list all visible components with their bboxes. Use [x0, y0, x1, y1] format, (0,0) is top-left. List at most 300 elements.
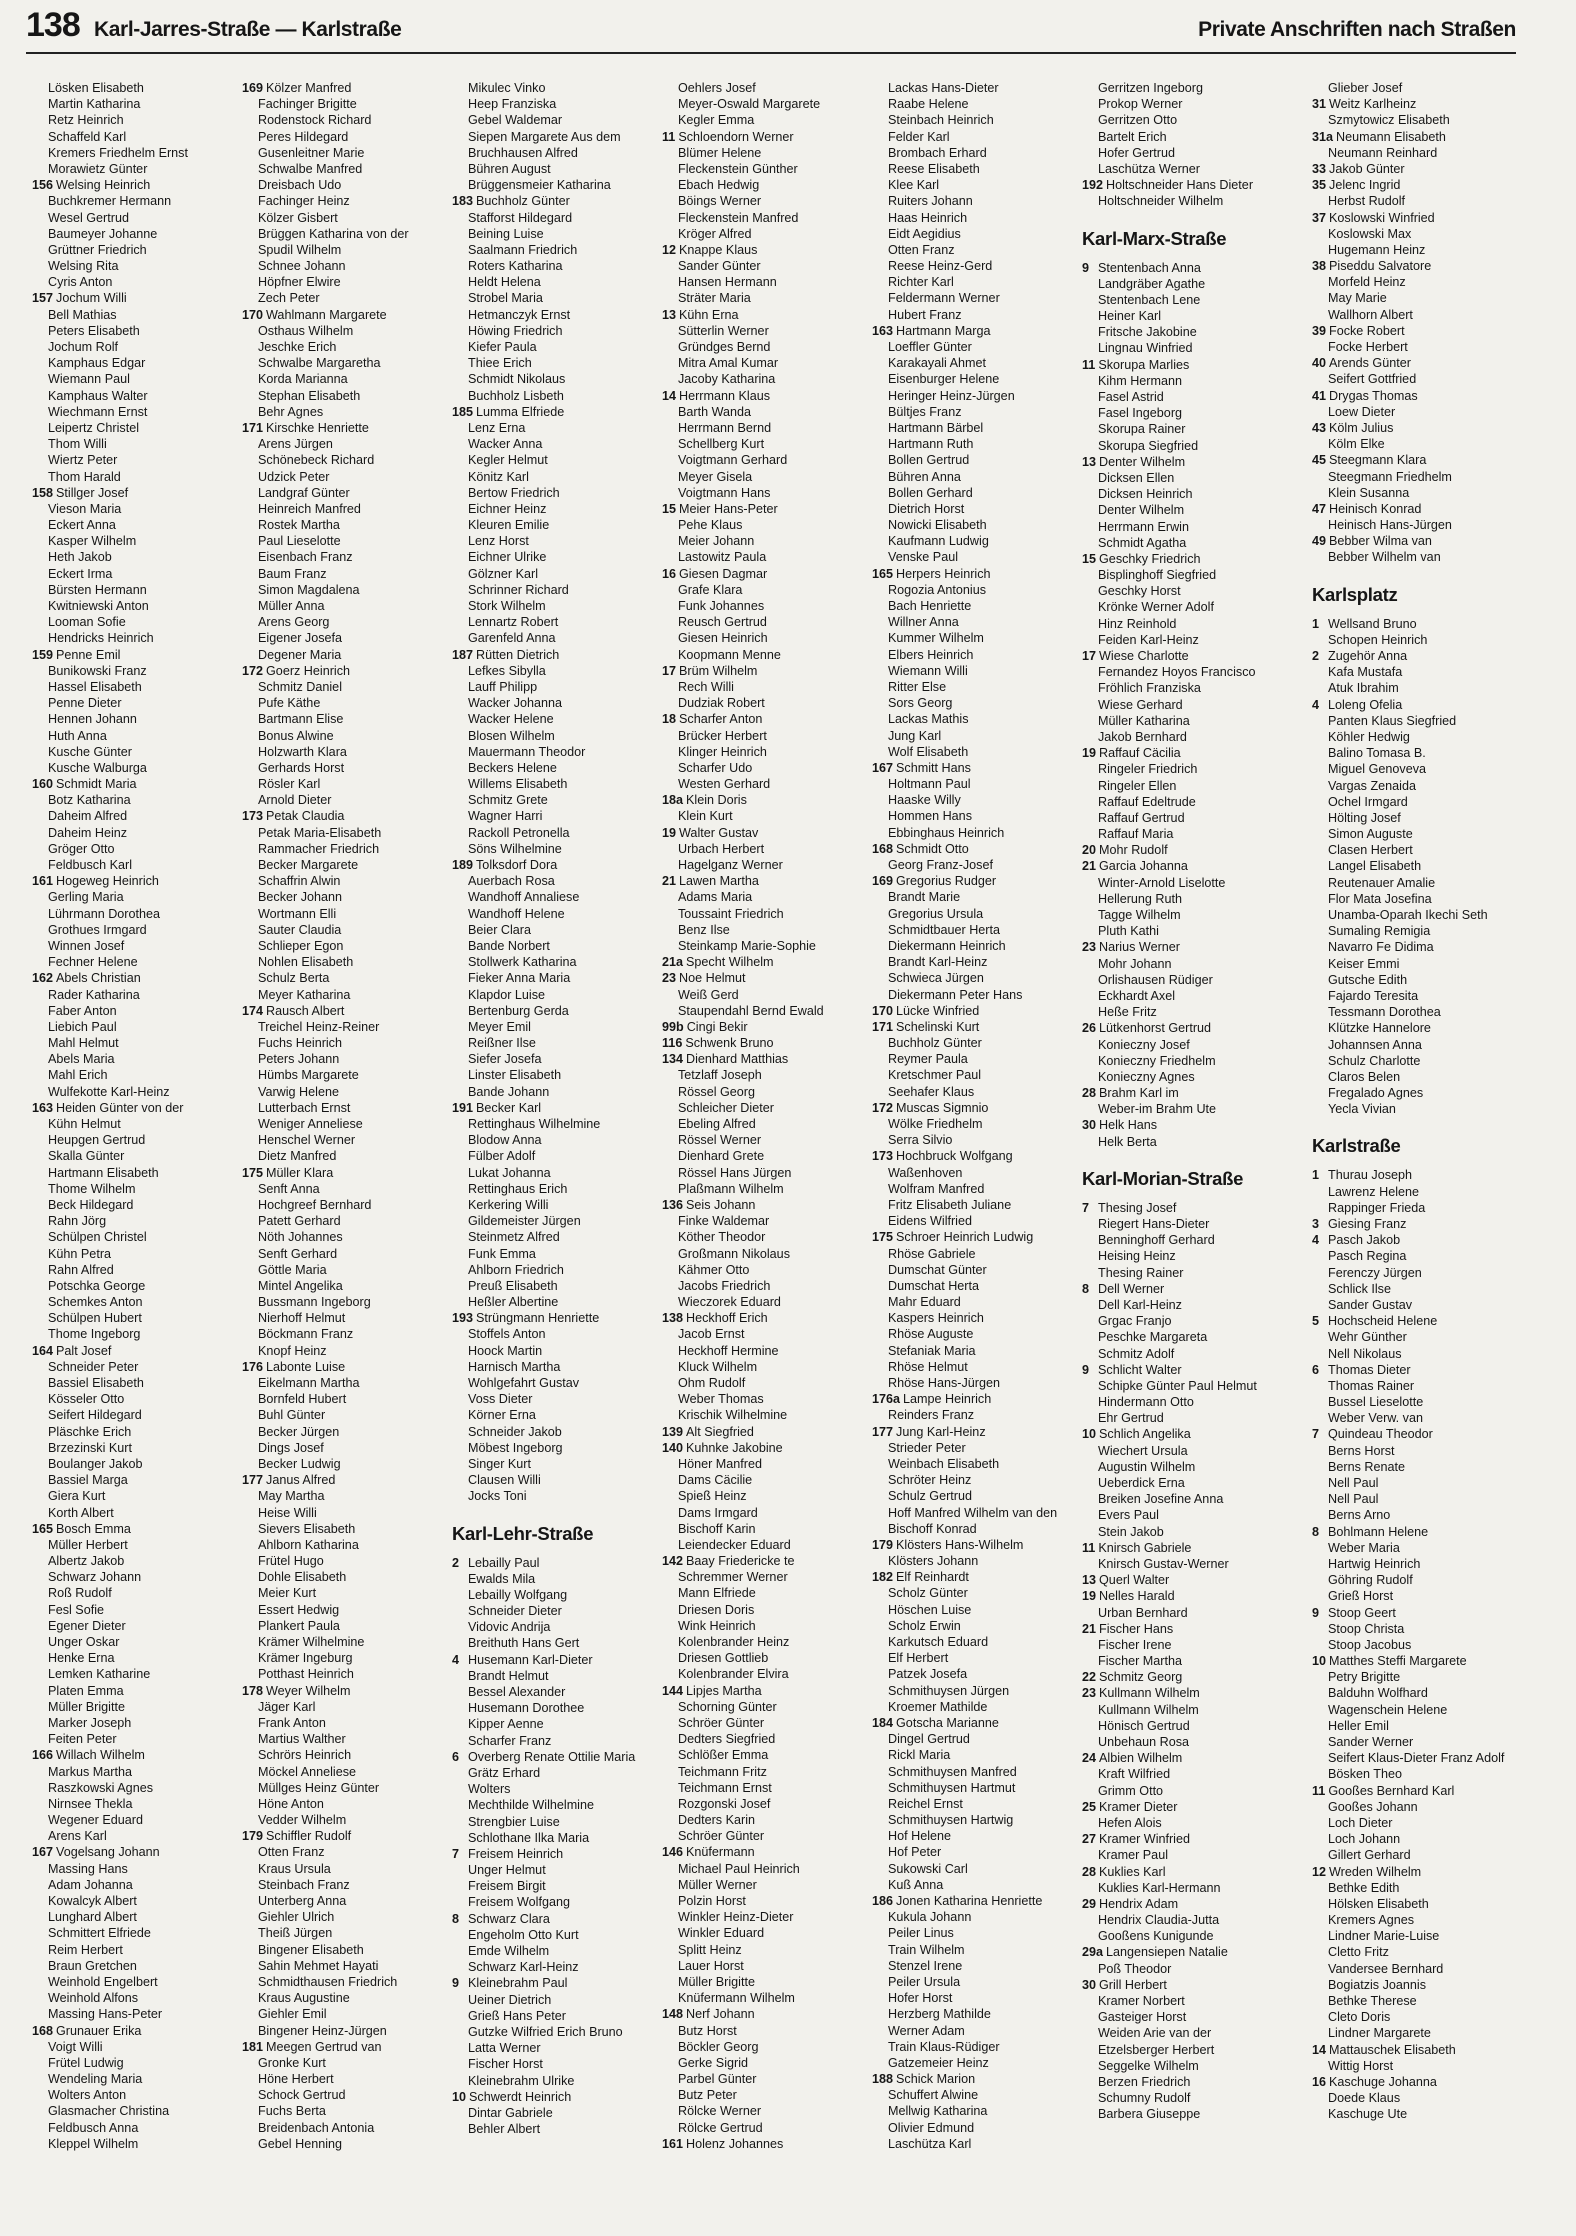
- resident-name: Gebel Henning: [258, 2136, 343, 2151]
- resident-name: Strobel Maria: [468, 291, 543, 306]
- resident-name: Raffauf Gertrud: [1098, 810, 1185, 825]
- directory-entry: [662, 1229, 876, 1245]
- directory-entry: [872, 598, 1086, 614]
- resident-name: Freisem Wolfgang: [468, 1895, 570, 1910]
- resident-name: Bühren Anna: [888, 469, 961, 484]
- directory-entry: [662, 242, 876, 258]
- resident-name: Stillger Josef: [56, 485, 129, 500]
- house-number: 11: [1082, 357, 1096, 372]
- address-columns: [32, 80, 1552, 2230]
- directory-entry: [242, 1537, 456, 1553]
- house-number: 116: [662, 1036, 683, 1051]
- directory-entry: [242, 469, 456, 485]
- resident-name: Brandt Helmut: [468, 1668, 549, 1683]
- directory-entry: [872, 808, 1086, 824]
- resident-name: Buchholz Lisbeth: [468, 388, 564, 403]
- resident-name: Funk Johannes: [678, 599, 765, 613]
- directory-entry: [872, 1197, 1086, 1213]
- resident-name: Tolksdorf Dora: [476, 858, 558, 872]
- directory-entry: [32, 1003, 246, 1019]
- directory-entry: [1312, 1977, 1526, 1993]
- house-number: 171: [872, 1019, 894, 1034]
- resident-name: Heringer Heinz-Jürgen: [888, 388, 1015, 403]
- directory-entry: [1082, 875, 1296, 891]
- directory-entry: [1312, 258, 1526, 274]
- directory-entry: [452, 1003, 666, 1019]
- resident-name: Becker Ludwig: [258, 1456, 341, 1471]
- resident-name: Hölting Josef: [1328, 810, 1401, 825]
- resident-name: Kölm Julius: [1329, 420, 1394, 435]
- resident-name: Hartmann Bärbel: [888, 420, 984, 435]
- directory-entry: [1082, 1556, 1296, 1572]
- resident-name: Mattauschek Elisabeth: [1329, 2042, 1456, 2057]
- directory-entry: [872, 1165, 1086, 1181]
- resident-name: Hendricks Heinrich: [48, 631, 154, 646]
- directory-entry: [1082, 1507, 1296, 1523]
- directory-entry: [1312, 939, 1526, 955]
- resident-name: Albien Wilhelm: [1099, 1751, 1183, 1766]
- directory-entry: [242, 1909, 456, 1925]
- directory-entry: [1312, 404, 1526, 420]
- house-number: 8: [452, 1911, 460, 1926]
- resident-name: Meegen Gertrud van: [266, 2039, 382, 2054]
- resident-name: Sauter Claudia: [258, 922, 342, 937]
- resident-name: Schmitz Adolf: [1098, 1346, 1175, 1361]
- house-number: 161: [32, 874, 54, 889]
- resident-name: Strieder Peter: [888, 1440, 966, 1455]
- street-heading: Karl-Morian-Straße: [1082, 1167, 1244, 1189]
- resident-name: Weyer Wilhelm: [266, 1683, 351, 1698]
- directory-entry: [662, 2071, 876, 2087]
- resident-name: Doede Klaus: [1328, 2091, 1401, 2106]
- resident-name: Fuchs Heinrich: [258, 1036, 342, 1051]
- directory-entry: [662, 177, 876, 193]
- directory-entry: [872, 1958, 1086, 1974]
- directory-entry: [1312, 1216, 1526, 1232]
- house-number: 22: [1082, 1670, 1097, 1685]
- resident-name: Grunauer Erika: [56, 2023, 142, 2038]
- directory-entry: [32, 1958, 246, 1974]
- directory-entry: [872, 1585, 1086, 1601]
- resident-name: Gildemeister Jürgen: [468, 1214, 581, 1229]
- house-number: 173: [242, 809, 264, 824]
- house-number: 179: [242, 1829, 264, 1844]
- directory-entry: [1312, 242, 1526, 258]
- directory-entry: [452, 501, 666, 517]
- resident-name: Dreisbach Udo: [258, 178, 342, 193]
- directory-entry: [1082, 454, 1296, 470]
- directory-entry: [662, 614, 876, 630]
- house-number: 47: [1312, 501, 1327, 516]
- directory-entry: [32, 112, 246, 128]
- resident-name: Köther Theodor: [678, 1230, 766, 1245]
- directory-entry: [1082, 2025, 1296, 2041]
- directory-entry: [1082, 1297, 1296, 1313]
- resident-name: Overberg Renate Ottilie Maria: [468, 1749, 636, 1764]
- directory-entry: [662, 1165, 876, 1181]
- resident-name: Otten Franz: [258, 1845, 325, 1860]
- resident-name: Wagenschein Helene: [1328, 1702, 1448, 1717]
- directory-entry: [242, 1440, 456, 1456]
- directory-entry: [452, 2056, 666, 2072]
- directory-entry: [872, 1488, 1086, 1504]
- directory-entry: [1312, 469, 1526, 485]
- resident-name: Evers Paul: [1098, 1508, 1159, 1523]
- resident-name: Raszkowski Agnes: [48, 1780, 153, 1795]
- resident-name: Riegert Hans-Dieter: [1098, 1217, 1210, 1231]
- directory-entry: [662, 2120, 876, 2136]
- resident-name: Henke Erna: [48, 1651, 115, 1666]
- directory-entry: [872, 274, 1086, 290]
- resident-name: Braun Gretchen: [48, 1958, 137, 1973]
- directory-entry: [452, 970, 666, 986]
- resident-name: Konieczny Agnes: [1098, 1069, 1195, 1084]
- house-number: 16: [662, 566, 677, 581]
- directory-entry: [1312, 1880, 1526, 1896]
- directory-entry: [662, 970, 876, 986]
- resident-name: Platen Emma: [48, 1683, 124, 1698]
- directory-entry: [872, 2039, 1086, 2055]
- resident-name: Lemken Katharine: [48, 1667, 151, 1682]
- resident-name: Saalmann Friedrich: [468, 242, 578, 257]
- directory-entry: [1312, 826, 1526, 842]
- resident-name: Bischoff Konrad: [888, 1521, 977, 1536]
- directory-entry: [242, 1731, 456, 1747]
- directory-entry: [872, 193, 1086, 209]
- directory-entry: [452, 1213, 666, 1229]
- resident-name: Barbera Giuseppe: [1098, 2107, 1201, 2122]
- resident-name: Nirnsee Thekla: [48, 1796, 133, 1811]
- resident-name: Geschky Friedrich: [1099, 551, 1201, 566]
- directory-entry: [452, 728, 666, 744]
- resident-name: Winter-Arnold Liselotte: [1098, 875, 1226, 890]
- resident-name: Roters Katharina: [468, 259, 563, 274]
- directory-entry: [1082, 1605, 1296, 1621]
- directory-entry: [1312, 161, 1526, 177]
- directory-entry: [32, 663, 246, 679]
- directory-entry: [662, 1246, 876, 1262]
- directory-entry: [242, 1424, 456, 1440]
- resident-name: Kaspers Heinrich: [888, 1311, 984, 1326]
- directory-entry: [1312, 2009, 1526, 2025]
- resident-name: Focke Robert: [1329, 323, 1405, 338]
- resident-name: Kleinebrahm Ulrike: [468, 2073, 575, 2088]
- directory-entry: [452, 825, 666, 841]
- resident-name: Gooßes Bernhard Karl: [1328, 1783, 1455, 1798]
- directory-entry: [662, 695, 876, 711]
- directory-entry: [662, 808, 876, 824]
- directory-entry: [872, 1780, 1086, 1796]
- directory-entry: [1312, 1653, 1526, 1669]
- resident-name: Miguel Genoveva: [1328, 762, 1427, 777]
- directory-entry: [1312, 1734, 1526, 1750]
- directory-entry: [32, 938, 246, 954]
- resident-name: Giesen Heinrich: [678, 631, 768, 646]
- directory-entry: [32, 630, 246, 646]
- resident-name: Berns Horst: [1328, 1443, 1395, 1458]
- directory-entry: [1312, 1718, 1526, 1734]
- resident-name: Janus Alfred: [266, 1473, 336, 1488]
- directory-entry: [242, 290, 456, 306]
- directory-entry: [1312, 1928, 1526, 1944]
- resident-name: Lawen Martha: [679, 874, 759, 889]
- resident-name: Parbel Günter: [678, 2072, 757, 2087]
- resident-name: Gutzke Wilfried Erich Bruno: [468, 2024, 623, 2039]
- resident-name: Vedder Wilhelm: [258, 1813, 347, 1828]
- house-number: 43: [1312, 420, 1327, 435]
- directory-entry: [872, 614, 1086, 630]
- house-number: 183: [452, 194, 474, 209]
- directory-entry: [242, 404, 456, 420]
- resident-name: Wittig Horst: [1328, 2058, 1394, 2073]
- resident-name: Richter Karl: [888, 275, 954, 290]
- directory-entry: [662, 1812, 876, 1828]
- resident-name: Bühren August: [468, 161, 551, 176]
- directory-entry: [32, 1974, 246, 1990]
- resident-name: Hetmanczyk Ernst: [468, 307, 571, 322]
- directory-entry: [32, 679, 246, 695]
- resident-name: Fachinger Heinz: [258, 194, 350, 209]
- resident-name: Venske Paul: [888, 550, 959, 565]
- directory-entry: [872, 2136, 1086, 2152]
- directory-entry: [32, 226, 246, 242]
- directory-entry: [32, 1294, 246, 1310]
- directory-entry: [1082, 1329, 1296, 1345]
- house-number: 187: [452, 647, 474, 662]
- directory-entry: [662, 922, 876, 938]
- resident-name: Train Wilhelm: [888, 1942, 965, 1957]
- directory-entry: [32, 96, 246, 112]
- resident-name: Goerz Heinrich: [266, 663, 351, 678]
- resident-name: Wahlmann Margarete: [266, 307, 387, 322]
- directory-entry: [872, 1019, 1086, 1035]
- house-number: 20: [1082, 843, 1097, 858]
- resident-name: Lücke Winfried: [896, 1003, 980, 1018]
- directory-entry: [662, 1359, 876, 1375]
- resident-name: Pufe Käthe: [258, 696, 321, 711]
- resident-name: Massing Hans-Peter: [48, 2007, 163, 2022]
- directory-entry: [242, 2071, 456, 2087]
- directory-entry: [1312, 923, 1526, 939]
- directory-entry: [242, 1764, 456, 1780]
- resident-name: Wiese Gerhard: [1098, 697, 1183, 712]
- resident-name: Prokop Werner: [1098, 97, 1183, 112]
- resident-name: Scharfer Franz: [468, 1733, 552, 1748]
- house-number: 148: [662, 2007, 684, 2022]
- directory-entry: [32, 1537, 246, 1553]
- resident-name: Klein Susanna: [1328, 485, 1410, 500]
- resident-name: Ahlborn Friedrich: [468, 1262, 564, 1277]
- directory-entry: [452, 841, 666, 857]
- resident-name: Weber Thomas: [678, 1392, 764, 1407]
- resident-name: Gatzemeier Heinz: [888, 2055, 989, 2070]
- directory-entry: [242, 1828, 456, 1844]
- resident-name: Gutsche Edith: [1328, 972, 1408, 987]
- directory-entry: [1082, 1928, 1296, 1944]
- resident-name: Jochum Willi: [56, 291, 127, 306]
- resident-name: Grieß Hans Peter: [468, 2008, 566, 2023]
- resident-name: Kluck Wilhelm: [678, 1359, 758, 1374]
- resident-name: Bassiel Elisabeth: [48, 1376, 144, 1390]
- directory-entry: [1312, 1912, 1526, 1928]
- directory-entry: [662, 1310, 876, 1326]
- resident-name: Hochscheid Helene: [1328, 1314, 1438, 1329]
- resident-name: Buchholz Günter: [888, 1036, 982, 1051]
- house-number: 175: [872, 1230, 894, 1245]
- resident-name: Kramer Dieter: [1099, 1799, 1178, 1814]
- directory-entry: [872, 388, 1086, 404]
- directory-entry: [662, 307, 876, 323]
- resident-name: Giesing Franz: [1328, 1217, 1407, 1231]
- resident-name: Bertow Friedrich: [468, 485, 560, 500]
- directory-entry: [662, 857, 876, 873]
- house-number: 176: [242, 1359, 264, 1374]
- directory-entry: [662, 1067, 876, 1083]
- resident-name: Söns Wilhelmine: [468, 841, 562, 856]
- directory-entry: [662, 954, 876, 970]
- directory-entry: [1082, 1621, 1296, 1637]
- house-number: 17: [1082, 649, 1097, 663]
- resident-name: Neumann Elisabeth: [1336, 129, 1446, 144]
- house-number: 26: [1082, 1021, 1097, 1036]
- house-number: 7: [452, 1846, 460, 1861]
- directory-entry: [242, 1650, 456, 1666]
- resident-name: Dudziak Robert: [678, 696, 765, 711]
- resident-name: Kölm Elke: [1328, 437, 1385, 452]
- directory-entry: [872, 582, 1086, 598]
- directory-entry: [452, 987, 666, 1003]
- resident-name: Leiendecker Eduard: [678, 1537, 791, 1552]
- resident-name: Train Klaus-Rüdiger: [888, 2039, 1000, 2054]
- resident-name: Morfeld Heinz: [1328, 275, 1406, 290]
- directory-entry: [242, 1019, 456, 1035]
- resident-name: Klützke Hannelore: [1328, 1021, 1431, 1036]
- resident-name: Stoop Christa: [1328, 1621, 1405, 1636]
- resident-name: Seifert Gottfried: [1328, 372, 1417, 387]
- resident-name: Jochum Rolf: [48, 340, 118, 354]
- directory-entry: [452, 355, 666, 371]
- directory-entry: [872, 1278, 1086, 1294]
- directory-entry: [32, 1165, 246, 1181]
- resident-name: Driesen Gottlieb: [678, 1651, 769, 1666]
- resident-name: Bassiel Marga: [48, 1473, 128, 1488]
- resident-name: Schmidt Otto: [896, 841, 969, 856]
- directory-entry: [872, 1310, 1086, 1326]
- house-number: 21: [1082, 859, 1097, 874]
- resident-name: Ebbinghaus Heinrich: [888, 825, 1005, 840]
- resident-name: Gronke Kurt: [258, 2055, 326, 2070]
- resident-name: Gröger Otto: [48, 841, 115, 856]
- resident-name: Hartmann Marga: [896, 323, 991, 338]
- house-number: 29: [1082, 1896, 1097, 1911]
- resident-name: Unamba-Oparah Ikechi Seth: [1328, 908, 1488, 922]
- resident-name: Harnisch Martha: [468, 1359, 561, 1374]
- resident-name: Kwitniewski Anton: [48, 599, 149, 613]
- resident-name: Bruchhausen Alfred: [468, 145, 578, 160]
- resident-name: Koslowski Max: [1328, 226, 1412, 241]
- directory-entry: [452, 1943, 666, 1959]
- resident-name: Hefen Alois: [1098, 1815, 1162, 1830]
- directory-entry: [1312, 290, 1526, 306]
- resident-name: Schröer Günter: [678, 1715, 765, 1730]
- resident-name: Gotscha Marianne: [896, 1715, 999, 1730]
- resident-name: Freisem Heinrich: [468, 1846, 564, 1861]
- resident-name: Möckel Anneliese: [258, 1764, 357, 1779]
- resident-name: Arens Karl: [48, 1829, 107, 1844]
- resident-name: Balduhn Wolfhard: [1328, 1686, 1428, 1701]
- directory-entry: [452, 1959, 666, 1975]
- directory-entry: [452, 1975, 666, 1991]
- resident-name: Mohr Johann: [1098, 956, 1172, 971]
- directory-entry: [1082, 1281, 1296, 1297]
- house-number: 28: [1082, 1086, 1097, 1101]
- resident-name: Diekermann Heinrich: [888, 938, 1006, 953]
- directory-entry: [1082, 1961, 1296, 1977]
- resident-name: Ochel Irmgard: [1328, 794, 1408, 809]
- resident-name: Buhl Günter: [258, 1408, 326, 1423]
- resident-name: Breidenbach Antonia: [258, 2120, 375, 2135]
- resident-name: Dingel Gertrud: [888, 1732, 970, 1747]
- resident-name: Steinmetz Alfred: [468, 1230, 560, 1245]
- directory-entry: [1312, 1281, 1526, 1297]
- resident-name: Frütel Hugo: [258, 1554, 324, 1569]
- house-number: 10: [1082, 1427, 1097, 1442]
- resident-name: Bartelt Erich: [1098, 129, 1167, 144]
- resident-name: Mauermann Theodor: [468, 744, 586, 759]
- column-6: [1082, 80, 1296, 2230]
- resident-name: Gerke Sigrid: [678, 2055, 748, 2070]
- directory-entry: [872, 857, 1086, 873]
- resident-name: Kuhnke Jakobine: [686, 1440, 783, 1455]
- resident-name: Varwig Helene: [258, 1084, 339, 1099]
- directory-entry: [32, 1602, 246, 1618]
- directory-entry: [452, 1571, 666, 1587]
- directory-entry: [32, 1262, 246, 1278]
- directory-entry: [32, 1650, 246, 1666]
- resident-name: Reutenauer Amalie: [1328, 875, 1436, 890]
- resident-name: Singer Kurt: [468, 1456, 531, 1471]
- resident-name: Korda Marianna: [258, 372, 348, 387]
- resident-name: Herbst Rudolf: [1328, 194, 1405, 209]
- directory-entry: [452, 760, 666, 776]
- house-number: 189: [452, 858, 474, 872]
- house-number: 12: [662, 242, 677, 257]
- resident-name: Buchkremer Hermann: [48, 194, 172, 209]
- directory-entry: [662, 145, 876, 161]
- directory-entry: [32, 80, 246, 96]
- resident-name: Kraus Augustine: [258, 1991, 350, 2006]
- resident-name: Jeschke Erich: [258, 340, 337, 354]
- resident-name: Eckert Anna: [48, 518, 116, 533]
- directory-entry: [1082, 1346, 1296, 1362]
- directory-entry: [32, 371, 246, 387]
- resident-name: Westen Gerhard: [678, 777, 771, 792]
- directory-entry: [872, 906, 1086, 922]
- house-number: 188: [872, 2072, 894, 2087]
- directory-entry: [452, 630, 666, 646]
- resident-name: Weitz Karlheinz: [1329, 97, 1417, 112]
- resident-name: Schönebeck Richard: [258, 453, 375, 468]
- directory-entry: [242, 760, 456, 776]
- resident-name: Gasteiger Horst: [1098, 2010, 1187, 2025]
- directory-entry: [662, 1521, 876, 1537]
- directory-entry: [662, 452, 876, 468]
- directory-entry: [32, 1505, 246, 1521]
- resident-name: Lütkenhorst Gertrud: [1099, 1021, 1212, 1036]
- directory-entry: [1082, 761, 1296, 777]
- resident-name: Kuklies Karl: [1099, 1864, 1166, 1879]
- directory-entry: [662, 1537, 876, 1553]
